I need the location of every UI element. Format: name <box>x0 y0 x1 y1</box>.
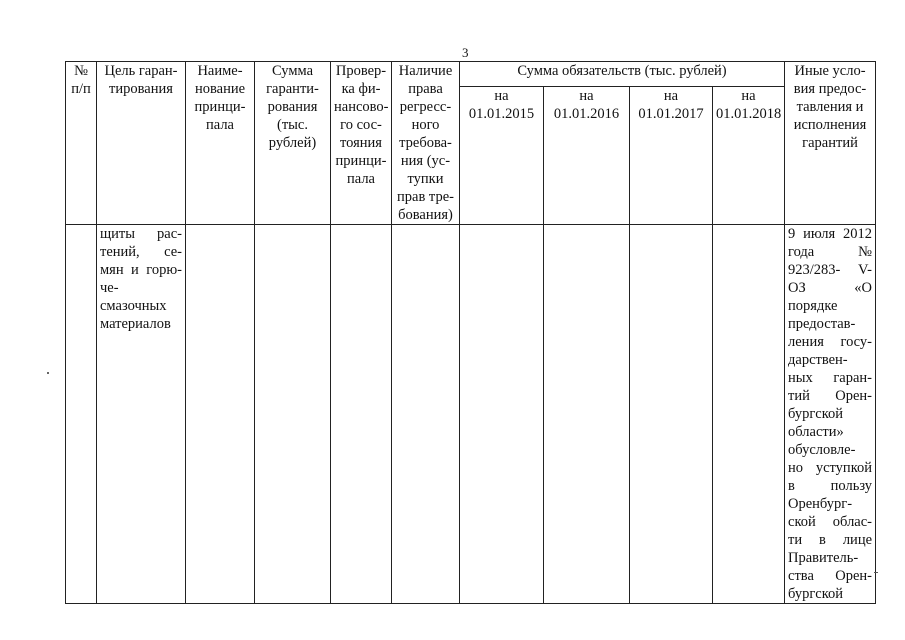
header-date-2015 <box>460 86 544 225</box>
cell-goal: щиты рас- тений, се- мян и горю- че- смазочных материалов <box>97 225 186 604</box>
header-date-2016 <box>544 86 630 225</box>
cell-obligation-2017 <box>630 225 713 604</box>
header-recourse: Наличие права регресс- ного требова- ния (ус- тупки прав тре- бования) <box>392 62 460 225</box>
date-value: 01.01.2018 <box>716 105 782 122</box>
table-row <box>66 225 876 604</box>
header-goal: Цель гаран- тирования <box>97 62 186 225</box>
header-principal: Наиме- нование принци- пала <box>186 62 255 225</box>
cell-principal <box>186 225 255 604</box>
date-label: на <box>579 87 594 104</box>
date-value: 01.01.2016 <box>553 105 620 122</box>
cell-financial-check <box>331 225 392 604</box>
cell-guarantee-sum <box>255 225 331 604</box>
date-label: на <box>663 87 679 104</box>
header-date-2018 <box>713 86 785 225</box>
cell-other-conditions: 9 июля 2012 года № 923/283- V-ОЗ «О порядке предостав- ления госу- дарствен- ных гаран- тий Орен- бургской области» обусловле- но уступкой в пользу Оренбург- ской облас- ти в лице Правитель- ства Орен- бургской <box>785 225 876 604</box>
cell-recourse <box>392 225 460 604</box>
cell-obligation-2016 <box>544 225 630 604</box>
date-label: на <box>741 87 756 104</box>
date-label: на <box>494 87 509 104</box>
cell-obligation-2015 <box>460 225 544 604</box>
cell-obligation-2018 <box>713 225 785 604</box>
page-number: 3 <box>462 45 469 60</box>
date-value: 01.01.2015 <box>468 105 535 122</box>
scan-speck <box>47 372 49 374</box>
date-value: 01.01.2017 <box>638 105 704 122</box>
guarantees-table <box>65 61 876 604</box>
header-date-2017 <box>630 86 713 225</box>
cell-num <box>66 225 97 604</box>
header-num: № п/п <box>66 62 97 225</box>
table-edge-mark <box>874 572 878 573</box>
header-financial-check: Провер- ка фи- нансово- го сос- тояния принци- пала <box>331 62 392 225</box>
header-obligation-sum: Сумма обязательств (тыс. рублей) <box>460 62 785 87</box>
header-other-conditions: Иные усло- вия предос- тавления и исполнения гарантий <box>785 62 876 225</box>
header-guarantee-sum: Сумма гаранти- рования (тыс. рублей) <box>255 62 331 225</box>
